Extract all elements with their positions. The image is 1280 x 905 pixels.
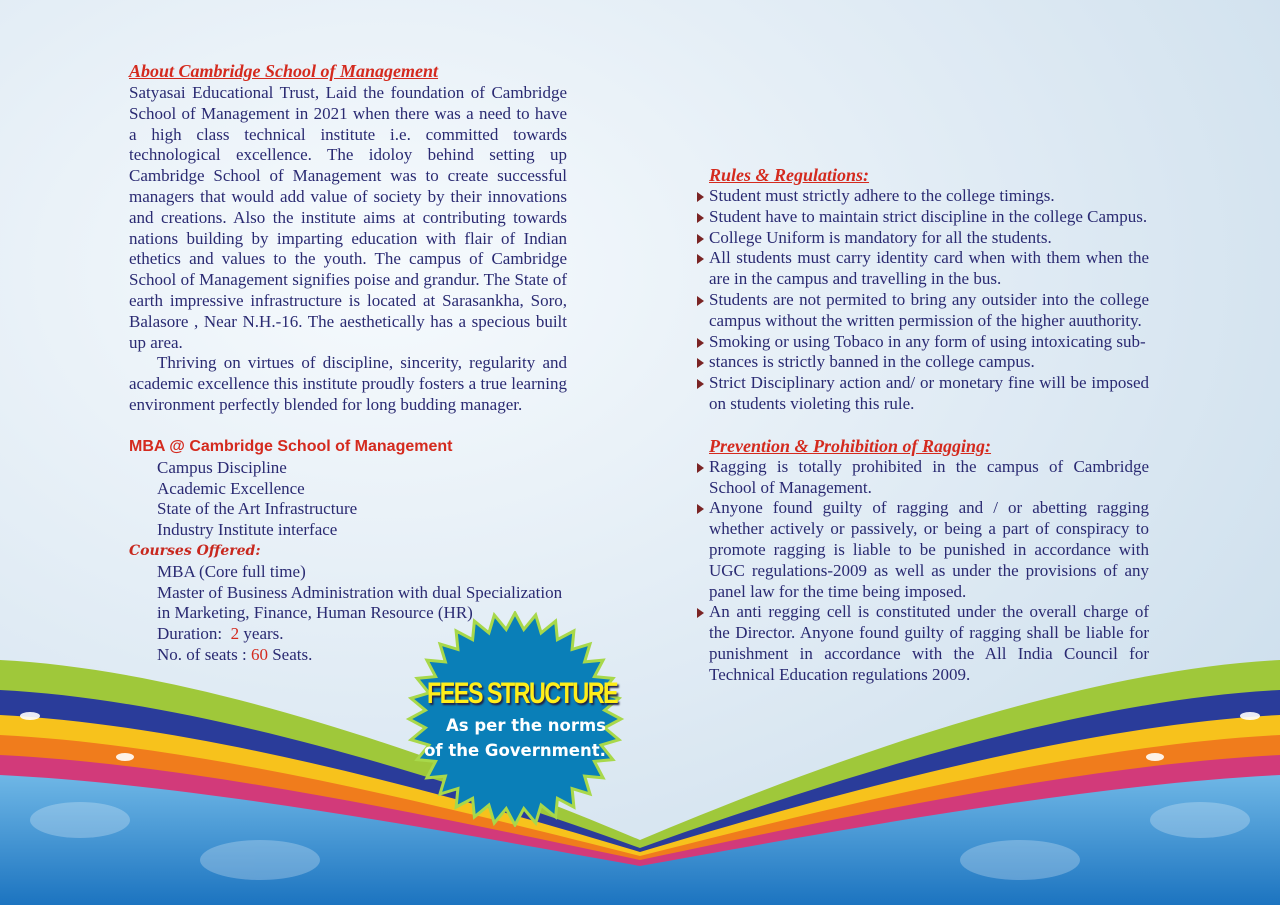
mba-item: Campus Discipline bbox=[157, 457, 287, 477]
mba-item: Academic Excellence bbox=[157, 478, 305, 498]
duration-value: 2 bbox=[230, 624, 240, 644]
seats-value: 60 bbox=[250, 644, 268, 664]
duration-unit: years. bbox=[243, 624, 284, 644]
course-description: Master of Business Administration with dual Specialization in Marketing, Finance, Human Resource (HR) bbox=[157, 582, 563, 623]
rule-item: Smoking or using Tobaco in any form of using intoxicating sub- bbox=[709, 332, 1149, 353]
mba-item: Industry Institute interface bbox=[157, 520, 338, 540]
rules-heading: Rules & Regulations: bbox=[709, 165, 870, 185]
mba-heading: MBA @ Cambridge School of Management bbox=[129, 437, 453, 455]
fees-structure-badge bbox=[395, 611, 635, 827]
ragging-heading: Prevention & Prohibition of Ragging: bbox=[709, 435, 992, 456]
ragging-item: Anyone found guilty of ragging and / or abetting ragging whether actively or passively, or being a part of conspiracy to promote ragging is liable to be punished in accordance with UGC regulations-2009 as well as under the provisions of any panel law for the time being imposed. bbox=[709, 498, 1149, 601]
mba-item: State of the Art Infrastructure bbox=[157, 499, 358, 519]
about-section bbox=[129, 60, 567, 666]
badge-line: of the Government. bbox=[424, 741, 606, 760]
ragging-list bbox=[709, 457, 1149, 686]
about-paragraph: Thriving on virtues of discipline, sincerity, regularity and academic excellence this institute proudly fosters a true learning environment perfectly blended for long budding manager. bbox=[129, 353, 567, 414]
rule-item: Strict Disciplinary action and/ or monetary fine will be imposed on students violeting this rule. bbox=[709, 373, 1149, 413]
ragging-item: An anti regging cell is constituted under the overall charge of the Director. Anyone found guilty of ragging shall be liable for punishment in accordance with the All India Council for Technical Education regulations 2009. bbox=[709, 602, 1149, 684]
rule-item: Students are not permited to bring any outsider into the college campus without the written permission of the higher auuthority. bbox=[709, 289, 1149, 330]
rule-item: All students must carry identity card when with them when the are in the campus and travelling in the bus. bbox=[709, 248, 1149, 289]
rules-section bbox=[709, 164, 1149, 686]
rule-item: Student have to maintain strict discipline in the college Campus. bbox=[709, 206, 1148, 226]
courses-heading: Courses Offered: bbox=[129, 542, 261, 559]
about-paragraph: Satyasai Educational Trust, Laid the foundation of Cambridge School of Management in 2021 when there was a need to have a high class technical institute i.e. committed towards technological excellence. The idoloy behind setting up Cambridge School of Management was to create successful managers that would add value of society by their innovations and creations. Also the institute aims at contributing towards nations building by imparting education with flair of Indian ethetics and values to the youth. The campus of Cambridge School of Management signifies poise and grandur. The State of earth impressive infrastructure is located at Sarasankha, Soro, Balasore , Near N.H.-16. The aesthetically has a specious built up area. bbox=[129, 83, 567, 352]
rule-item: College Uniform is mandatory for all the students. bbox=[709, 228, 1149, 249]
badge-line: As per the norms bbox=[445, 716, 607, 735]
duration-label: Duration: bbox=[157, 624, 223, 644]
rules-list bbox=[709, 186, 1149, 415]
about-heading: About Cambridge School of Management bbox=[129, 61, 439, 81]
badge-title: FEES STRUCTURE bbox=[427, 677, 618, 710]
course-name: MBA (Core full time) bbox=[157, 561, 306, 581]
seats-label: No. of seats : bbox=[157, 644, 247, 664]
rule-item: stances is strictly banned in the college campus. bbox=[709, 352, 1149, 373]
rule-item: Student must strictly adhere to the college timings. bbox=[709, 186, 1149, 207]
ragging-item: Ragging is totally prohibited in the campus of Cambridge School of Management. bbox=[709, 456, 1149, 497]
seats-unit: Seats. bbox=[272, 644, 313, 664]
